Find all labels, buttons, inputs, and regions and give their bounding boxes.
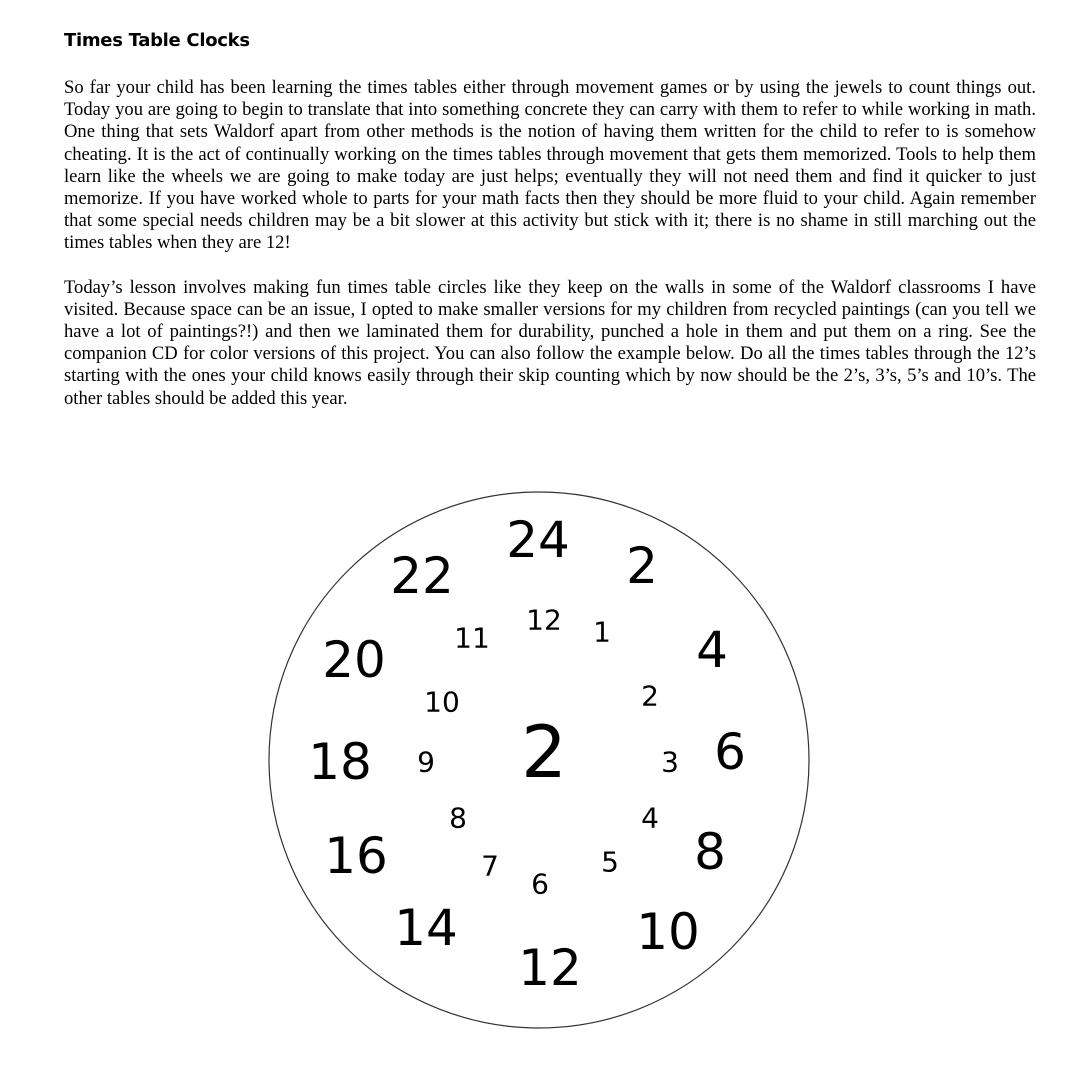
clock-inner-number: 7 — [481, 849, 499, 883]
clock-outer-number: 18 — [308, 733, 372, 791]
clock-outer-number: 20 — [322, 631, 386, 689]
clock-outer-number: 8 — [694, 823, 726, 881]
paragraph-lesson: Today’s lesson involves making fun times table circles like they keep on the walls in some of the Waldorf classrooms I have visited. Because space can be an issue, I opted to make smaller versions for my children from recycled paintings (can you tell we have a lot of paintings?!) and then we laminated them for durability, punched a hole in them and put them on a ring. See the companion CD for color versions of this project. You can also follow the example below. Do all the times tables through the 12’s starting with the ones your child knows easily through their skip counting which by now should be the 2’s, 3’s, 5’s and 10’s. The other tables should be added this year. — [64, 276, 1036, 409]
clock-outer-number: 2 — [626, 537, 658, 595]
clock-outer-number: 24 — [506, 511, 570, 569]
clock-outer-number: 12 — [518, 939, 582, 997]
paragraph-intro: So far your child has been learning the times tables either through movement games or by using the jewels to count things out. Today you are going to begin to translate that into something concrete they can carry with them to refer to while working in math. One thing that sets Waldorf apart from other methods is the notion of having them written for the child to refer to is somehow cheating. It is the act of continually working on the times tables through movement that gets them memorized. Tools to help them learn like the wheels we are going to make today are just helps; eventually they will not need them and find it quicker to just memorize. If you have worked whole to parts for your math facts then they should be more fluid to your child. Again remember that some special needs children may be a bit slower at this activity but stick with it; there is no shame in still marching out the times tables when they are 12! — [64, 77, 1036, 254]
clock-outer-number: 22 — [390, 547, 454, 605]
clock-outer-number: 6 — [714, 723, 746, 781]
page-title: Times Table Clocks — [64, 30, 250, 51]
clock-outer-number: 4 — [696, 621, 728, 679]
clock-inner-number: 11 — [454, 621, 490, 655]
clock-outer-number: 16 — [324, 827, 388, 885]
clock-inner-number: 1 — [593, 615, 611, 649]
clock-inner-number: 10 — [424, 685, 460, 719]
clock-inner-number: 6 — [531, 867, 549, 901]
clock-inner-number: 5 — [601, 845, 619, 879]
document-page — [64, 30, 1036, 432]
clock-inner-number: 12 — [526, 603, 562, 637]
clock-outer-number: 10 — [636, 903, 700, 961]
times-table-clock-drawing — [268, 490, 810, 1030]
clock-outer-number: 14 — [394, 899, 458, 957]
clock-inner-number: 4 — [641, 801, 659, 835]
clock-center-number: 2 — [521, 710, 567, 794]
clock-inner-number: 3 — [661, 745, 679, 779]
clock-inner-number: 2 — [641, 679, 659, 713]
times-table-clock — [268, 490, 810, 1030]
clock-inner-number: 8 — [449, 801, 467, 835]
clock-inner-number: 9 — [417, 745, 435, 779]
